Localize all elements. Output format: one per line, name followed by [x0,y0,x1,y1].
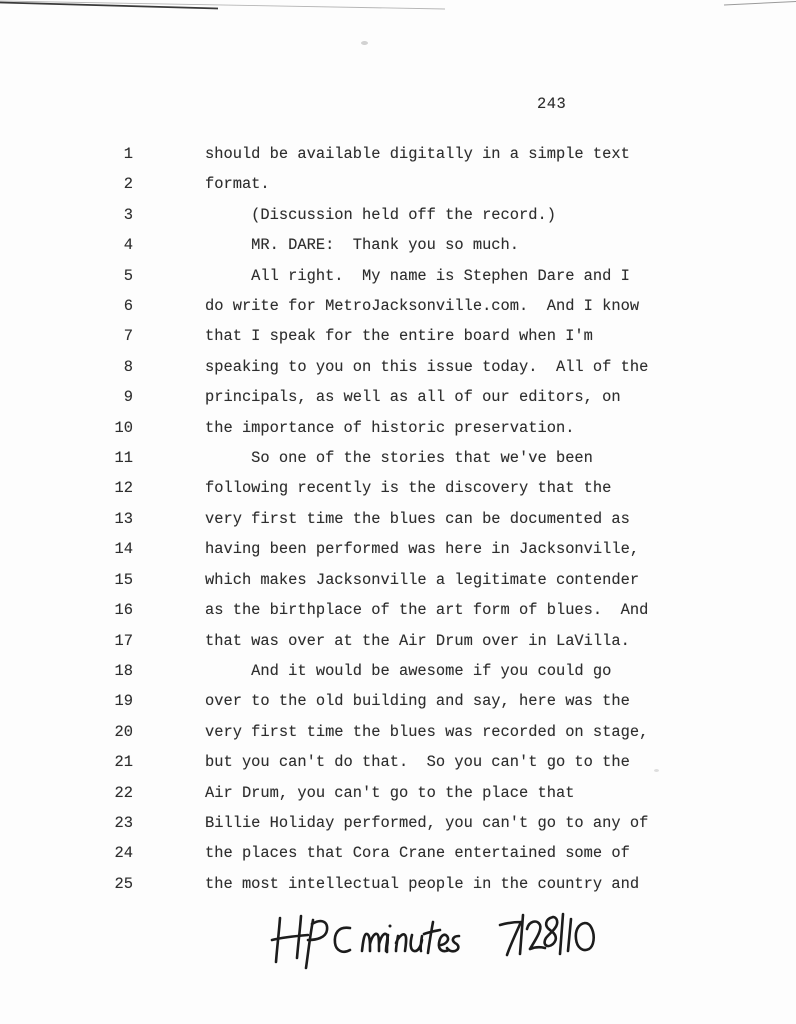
line-number: 7 [123,327,133,346]
line-number: 12 [114,479,133,498]
line-text: which makes Jacksonville a legitimate contender [205,570,640,589]
line-number: 21 [114,753,133,772]
line-text: And it would be awesome if you could go [205,661,612,680]
page-number: 243 [537,95,567,113]
line-number: 20 [114,722,133,741]
transcript-line [0,169,796,199]
transcript-line [0,595,796,625]
transcript-line [0,747,796,777]
line-text: very first time the blues can be documented as [205,509,630,528]
transcript-line [0,200,796,230]
line-text: All right. My name is Stephen Dare and I [205,266,630,285]
line-text: that I speak for the entire board when I'm [205,327,593,346]
line-text: should be available digitally in a simple text [205,145,630,163]
line-text: So one of the stories that we've been [205,449,593,468]
line-text: having been performed was here in Jacksonville, [205,540,640,559]
line-text: speaking to you on this issue today. All of the [205,357,649,376]
line-number: 2 [123,175,133,194]
transcript-line [0,717,796,747]
line-number: 8 [123,357,133,376]
line-number: 11 [114,449,133,468]
transcript-line [0,382,796,412]
transcript-line [0,139,796,169]
line-number: 5 [123,266,133,285]
transcript-line [0,626,796,656]
line-text: principals, as well as all of our editors, on [205,388,621,407]
line-number: 14 [114,540,133,559]
line-number: 10 [114,418,133,437]
transcript-line [0,413,796,443]
transcript-line [0,473,796,503]
line-number: 25 [114,874,133,893]
line-number: 18 [114,661,133,680]
scan-speck [361,41,368,45]
line-number: 19 [114,692,133,711]
line-text: (Discussion held off the record.) [205,205,556,224]
line-text: format. [205,175,270,194]
transcript-line [0,534,796,564]
line-text: Billie Holiday performed, you can't go to any of [205,813,649,832]
line-text: the places that Cora Crane entertained some of [205,844,630,863]
line-text: following recently is the discovery that the [205,479,612,498]
line-text: very first time the blues was recorded on stage, [205,722,649,741]
line-number: 6 [123,297,133,316]
transcript-line [0,686,796,716]
transcript-body [0,139,796,899]
transcript-line [0,656,796,686]
transcript-line [0,838,796,868]
line-text: that was over at the Air Drum over in LaVilla. [205,631,630,650]
line-number: 22 [114,783,133,802]
transcript-line [0,808,796,838]
transcript-line [0,504,796,534]
transcript-line [0,261,796,291]
transcript-line [0,778,796,808]
transcript-line [0,291,796,321]
transcript-line [0,321,796,351]
line-text: over to the old building and say, here was the [205,692,630,711]
line-text: do write for MetroJacksonville.com. And I know [205,297,640,316]
line-number: 15 [114,570,133,589]
line-text: the importance of historic preservation. [205,418,575,437]
line-text: MR. DARE: Thank you so much. [205,236,520,255]
scan-artifact-lines [0,0,796,16]
line-text: the most intellectual people in the country and [205,874,640,893]
line-number: 3 [123,205,133,224]
line-text: as the birthplace of the art form of blues. And [205,601,649,620]
handwritten-note [244,900,624,974]
line-text: but you can't do that. So you can't go to the [205,753,630,772]
transcript-line [0,352,796,382]
line-number: 1 [123,145,133,163]
line-number: 17 [114,631,133,650]
line-number: 24 [114,844,133,863]
line-number: 16 [114,601,133,620]
transcript-line [0,230,796,260]
line-number: 13 [114,509,133,528]
line-number: 23 [114,813,133,832]
transcript-line [0,869,796,899]
transcript-line [0,565,796,595]
transcript-line [0,443,796,473]
line-number: 9 [123,388,133,407]
line-number: 4 [123,236,133,255]
line-text: Air Drum, you can't go to the place that [205,783,575,802]
